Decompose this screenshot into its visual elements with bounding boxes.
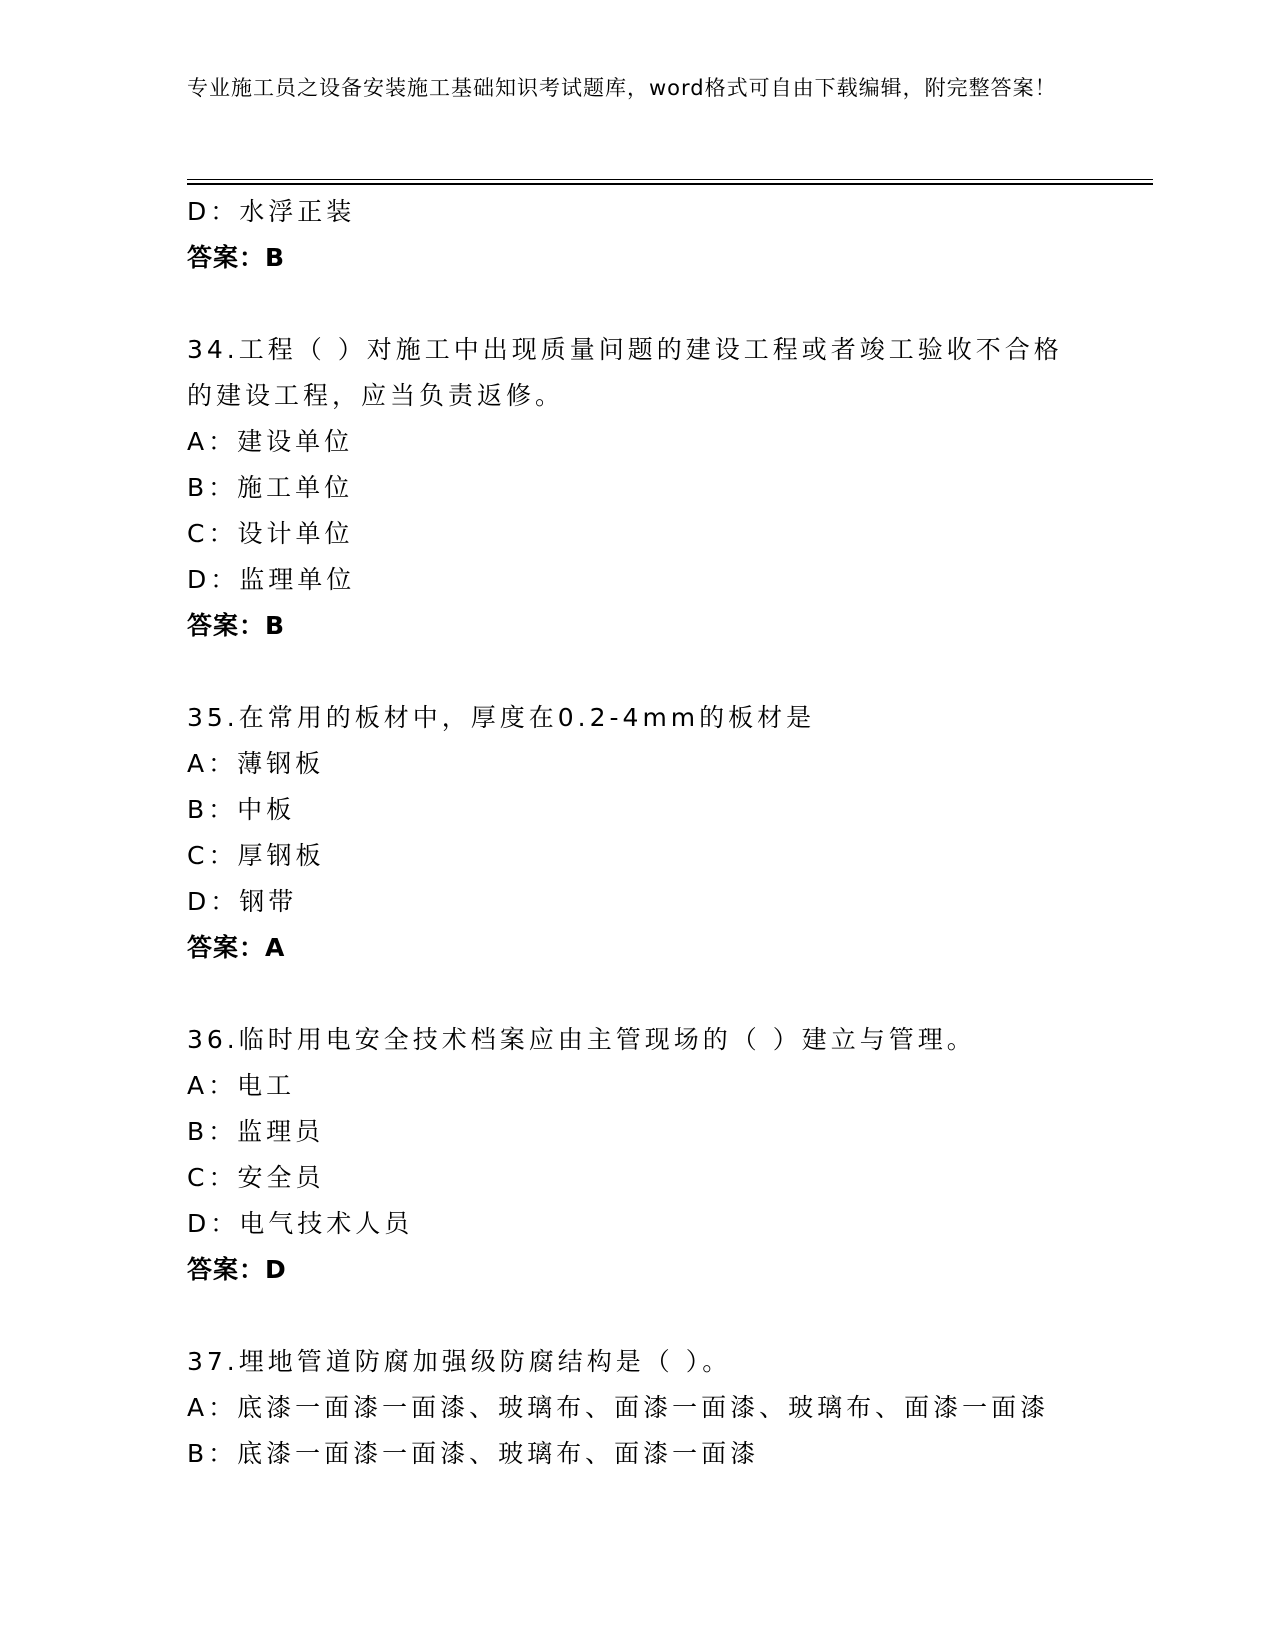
page-header: 专业施工员之设备安装施工基础知识考试题库，word格式可自由下载编辑，附完整答案！ <box>187 76 1057 100</box>
answer-line: 答案：B <box>187 243 286 272</box>
option-b: B：底漆一面漆一面漆、玻璃布、面漆一面漆 <box>187 1439 760 1468</box>
previous-question-tail <box>187 189 1087 281</box>
question-text: 37.埋地管道防腐加强级防腐结构是（ ）。 <box>187 1347 732 1376</box>
option-a: A：建设单位 <box>187 427 354 456</box>
question-text: 35.在常用的板材中，厚度在0.2-4mm的板材是 <box>187 703 816 732</box>
question-34 <box>187 327 1087 649</box>
question-list <box>187 189 1087 1477</box>
question-text: 34.工程（ ）对施工中出现质量问题的建设工程或者竣工验收不合格的建设工程，应当负责返修。 <box>187 335 1063 410</box>
answer-line: 答案：B <box>187 611 286 640</box>
answer-line: 答案：D <box>187 1255 287 1284</box>
option-c: C：安全员 <box>187 1163 325 1192</box>
option-d: D：电气技术人员 <box>187 1209 414 1238</box>
question-36 <box>187 1017 1087 1293</box>
question-37 <box>187 1339 1087 1477</box>
option-a: A：电工 <box>187 1071 296 1100</box>
option-c: C：厚钢板 <box>187 841 325 870</box>
spacer <box>187 971 1087 1017</box>
spacer <box>187 1293 1087 1339</box>
question-text: 36.临时用电安全技术档案应由主管现场的（ ）建立与管理。 <box>187 1025 976 1054</box>
header-rule-thick <box>187 183 1153 185</box>
option-d: D：钢带 <box>187 887 298 916</box>
option-b: B：施工单位 <box>187 473 354 502</box>
option-b: B：监理员 <box>187 1117 325 1146</box>
option-d: D：水浮正装 <box>187 197 356 226</box>
spacer <box>187 281 1087 327</box>
option-a: A：底漆一面漆一面漆、玻璃布、面漆一面漆、玻璃布、面漆一面漆 <box>187 1393 1050 1422</box>
option-d: D：监理单位 <box>187 565 356 594</box>
option-c: C：设计单位 <box>187 519 354 548</box>
question-35 <box>187 695 1087 971</box>
header-rule-thin <box>187 179 1153 180</box>
option-b: B：中板 <box>187 795 296 824</box>
option-a: A：薄钢板 <box>187 749 325 778</box>
spacer <box>187 649 1087 695</box>
answer-line: 答案：A <box>187 933 286 962</box>
